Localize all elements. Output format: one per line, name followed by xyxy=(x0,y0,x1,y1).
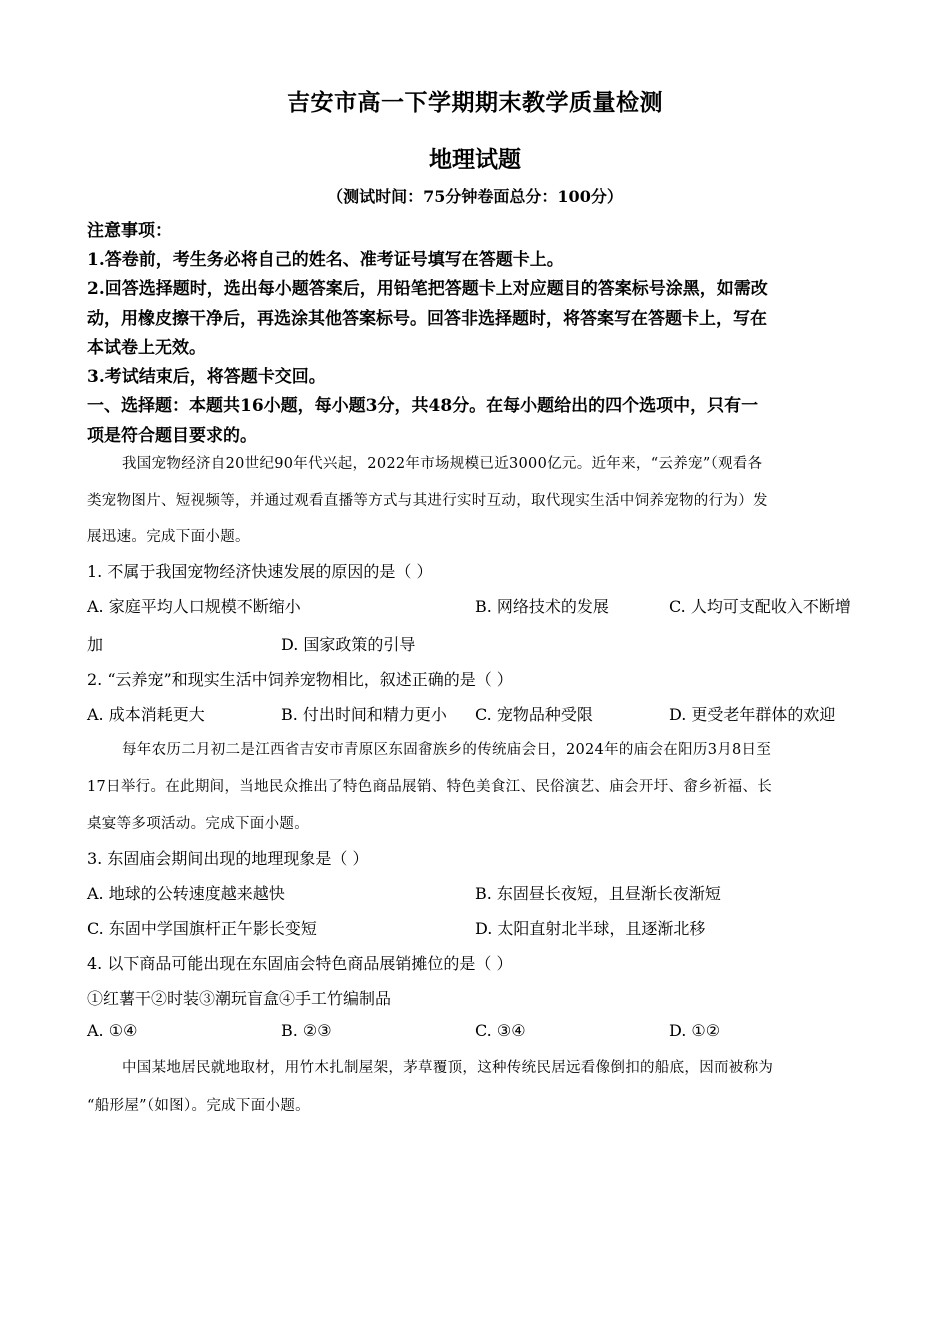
question-3-option-a: A. 地球的公转速度越来越快 xyxy=(87,884,285,903)
note-2-line-3: 本试卷上无效。 xyxy=(87,338,206,358)
section-1-line-1: 一、选择题：本题共16小题，每小题3分，共48分。在每小题给出的四个选项中，只有一 xyxy=(87,396,759,416)
question-1-option-c-continued: 加 xyxy=(87,635,104,654)
question-2-stem: 2. “云养宠”和现实生活中饲养宠物相比，叙述正确的是（ ） xyxy=(87,670,513,689)
question-4-option-d: D. ①② xyxy=(669,1021,721,1040)
passage-2-line-3: 桌宴等多项活动。完成下面小题。 xyxy=(87,816,309,832)
question-1-option-b: B. 网络技术的发展 xyxy=(475,597,609,616)
passage-1-line-3: 展迅速。完成下面小题。 xyxy=(87,529,250,545)
question-2-option-b: B. 付出时间和精力更小 xyxy=(281,705,447,724)
question-1-option-a: A. 家庭平均人口规模不断缩小 xyxy=(87,597,301,616)
passage-3-line-2: “船形屋”（如图）。完成下面小题。 xyxy=(87,1098,310,1114)
question-3-stem: 3. 东固庙会期间出现的地理现象是（ ） xyxy=(87,849,369,868)
question-2-option-d: D. 更受老年群体的欢迎 xyxy=(669,705,836,724)
question-2-option-c: C. 宠物品种受限 xyxy=(475,705,593,724)
question-2-option-a: A. 成本消耗更大 xyxy=(87,705,205,724)
question-1-stem: 1. 不属于我国宠物经济快速发展的原因的是（ ） xyxy=(87,562,433,581)
question-1-option-d: D. 国家政策的引导 xyxy=(281,635,416,654)
passage-3-line-1: 中国某地居民就地取材，用竹木扎制屋架，茅草覆顶，这种传统民居远看像倒扣的船底，因而被称为 xyxy=(122,1060,774,1076)
question-4-stem: 4. 以下商品可能出现在东固庙会特色商品展销摊位的是（ ） xyxy=(87,954,513,973)
passage-2-line-1: 每年农历二月初二是江西省吉安市青原区东固畲族乡的传统庙会日，2024年的庙会在阳历3月8日至 xyxy=(122,742,772,758)
question-3-option-c: C. 东固中学国旗杆正午影长变短 xyxy=(87,919,317,938)
subject-title: 地理试题 xyxy=(429,146,521,173)
section-1-line-2: 项是符合题目要求的。 xyxy=(87,426,257,446)
question-4-option-b: B. ②③ xyxy=(281,1021,332,1040)
passage-1-line-1: 我国宠物经济自20世纪90年代兴起，2022年市场规模已近3000亿元。近年来，“云养宠”（观看各 xyxy=(122,456,763,472)
passage-2-line-2: 17日举行。在此期间，当地民众推出了特色商品展销、特色美食江、民俗演艺、庙会开圩、畲乡祈福、长 xyxy=(87,779,773,795)
exam-title: 吉安市高一下学期期末教学质量检测 xyxy=(287,89,663,116)
notes-heading: 注意事项： xyxy=(87,221,172,241)
question-3-option-d: D. 太阳直射北半球，且逐渐北移 xyxy=(475,919,706,938)
question-1-option-c: C. 人均可支配收入不断增 xyxy=(669,597,851,616)
question-3-option-b: B. 东固昼长夜短，且昼渐长夜渐短 xyxy=(475,884,721,903)
note-3: 3.考试结束后，将答题卡交回。 xyxy=(87,367,326,387)
question-4-items: ①红薯干②时装③潮玩盲盒④手工竹编制品 xyxy=(87,989,392,1008)
note-2-line-2: 动，用橡皮擦干净后，再选涂其他答案标号。回答非选择题时，将答案写在答题卡上，写在 xyxy=(87,309,767,329)
question-4-option-a: A. ①④ xyxy=(87,1021,138,1040)
note-2-line-1: 2.回答选择题时，选出每小题答案后，用铅笔把答题卡上对应题目的答案标号涂黑，如需改 xyxy=(87,279,768,299)
exam-info: （测试时间：75分钟卷面总分：100分） xyxy=(327,187,623,206)
passage-1-line-2: 类宠物图片、短视频等，并通过观看直播等方式与其进行实时互动，取代现实生活中饲养宠物的行为）发 xyxy=(87,493,768,509)
question-4-option-c: C. ③④ xyxy=(475,1021,526,1040)
note-1: 1.答卷前，考生务必将自己的姓名、准考证号填写在答题卡上。 xyxy=(87,250,564,270)
